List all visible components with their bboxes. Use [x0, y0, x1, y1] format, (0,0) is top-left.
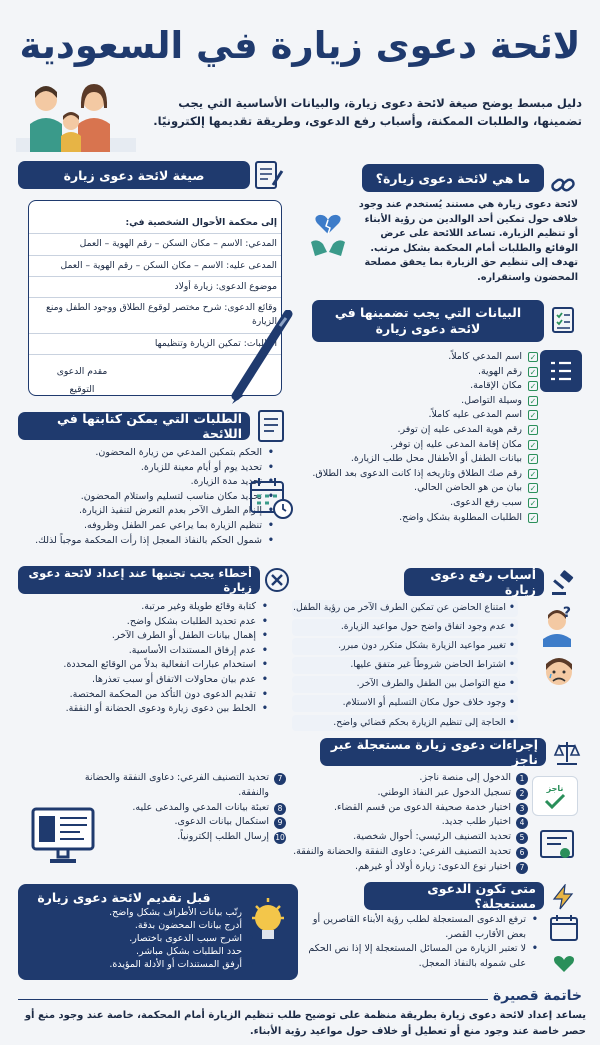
pen-icon [226, 310, 296, 408]
heart-hands-icon [309, 212, 347, 258]
list-item: • أدرج بيانات المحضون بدقة. [34, 919, 254, 932]
conclusion-heading: خاتمة قصيرة [492, 988, 582, 1004]
list-item: • تنظيم الزيارة بما يراعي عمر الطفل وظروفه. [34, 519, 274, 534]
mistakes-heading: أخطاء يجب تجنبها عند إعداد لائحة دعوى زيارة [18, 566, 260, 594]
close-circle-icon [262, 565, 292, 595]
list-item: ✓ اسم المدعي كاملاً. [448, 351, 537, 362]
template-defendant: المدعى عليه: الاسم – مكان السكن – رقم الهوية – العمل [29, 256, 281, 277]
template-subject: موضوع الدعوى: زيارة أولاد [29, 277, 281, 298]
template-submitter: مقدم الدعوى [56, 366, 108, 378]
conclusion-text: يساعد إعداد لائحة دعوى زيارة بطريقة منظمة على توضيح طلب تنظيم الزيارة أمام المحكمة، خاصة عند وجود منع أو حصر خاصة عند وجود منع أو تعطيل أو خلاف حول مواعيد رؤية الأبناء. [24, 1010, 586, 1037]
gavel-icon [548, 568, 578, 598]
step-item: 9 استكمال بيانات الدعوى. [66, 815, 286, 830]
step-item: 3 اختيار خدمة صحيفة الدعوى من قسم القضاء. [306, 801, 528, 816]
template-court: إلى محكمة الأحوال الشخصية في: [29, 213, 281, 234]
list-item: ✓ مكان إقامة المدعى عليه إن توفر. [390, 438, 537, 450]
list-item: • حدد الطلبات بشكل مباشر. [34, 945, 254, 958]
template-heading: صيغة لائحة دعوى زيارة [18, 161, 250, 189]
list-item: • رتّب بيانات الأطراف بشكل واضح. [34, 906, 254, 919]
list-item: • الحاجة إلى تنظيم الزيارة بحكم قضائي واضح. [292, 715, 518, 732]
list-item: • شمول الحكم بالنفاذ المعجل إذا رأت المحكمة موجباً لذلك. [34, 534, 274, 549]
lightbulb-icon [248, 896, 288, 954]
svg-text:?: ? [562, 605, 571, 621]
calendar-clock-icon [248, 476, 294, 520]
list-item: • الحكم بتمكين المدعي من زيارة المحضون. [34, 446, 274, 461]
list-item: ✓ رقم صك الطلاق وتاريخه إذا كانت الدعوى بعد الطلاق. [312, 467, 537, 479]
list-item: • عدم وجود اتفاق واضح حول مواعيد الزيارة. [292, 619, 518, 636]
list-item: ✓ مكان الإقامة. [470, 380, 537, 392]
scales-icon [552, 738, 582, 768]
data-required-list [308, 350, 538, 525]
najiz-steps-list [293, 771, 528, 875]
list-item: • إلزام الطرف الآخر بعدم التعرض لتنفيذ الزيارة. [34, 504, 274, 519]
reasons-list [292, 600, 518, 734]
document-pen-icon [252, 158, 286, 192]
list-item: ✓ الطلبات المطلوبة بشكل واضح. [399, 511, 537, 523]
list-item: • تقديم الدعوى دون التأكد من المحكمة المختصة. [28, 688, 268, 703]
list-item: ✓ سبب رفع الدعوى. [450, 496, 537, 508]
list-item: • اشرح سبب الدعوى باختصار. [34, 932, 254, 945]
list-icon [540, 350, 582, 392]
list-item: • استخدام عبارات انفعالية بدلاً من الوقائع المحددة. [28, 658, 268, 673]
urgent-heading: متى تكون الدعوى مستعجلة؟ [364, 882, 544, 910]
najiz-logo [532, 776, 578, 816]
list-item: • إهمال بيانات الطفل أو الطرف الآخر. [28, 629, 268, 644]
list-item: ✓ وسيلة التواصل. [461, 394, 537, 406]
divider [18, 999, 488, 1000]
certificate-icon [538, 826, 576, 864]
list-item: • اشتراط الحاضن شروطاً غير متفق عليها. [292, 657, 518, 674]
data-required-heading: البيانات التي يجب تضمينها في لائحة دعوى زيارة [312, 300, 544, 342]
step-item: 7 تحديد التصنيف الفرعي: دعاوى النفقة والحضانة والنفقة. [66, 771, 286, 801]
list-item: • تغيير مواعيد الزيارة بشكل متكرر دون مبرر. [292, 638, 518, 655]
step-item: 4 اختيار طلب جديد. [306, 815, 528, 830]
list-item: • تحديد يوم أو أيام معينة للزيارة. [34, 461, 274, 476]
step-item: 5 تحديد التصنيف الرئيسي: أحوال شخصية. [306, 830, 528, 845]
checklist-icon [548, 305, 578, 335]
document-list-icon [254, 408, 288, 444]
lightning-icon [548, 882, 578, 912]
list-item: • عدم بيان محاولات الاتفاق أو سبب تعذرها. [28, 673, 268, 688]
template-plaintiff: المدعي: الاسم – مكان السكن – رقم الهوية – العمل [29, 234, 281, 255]
list-item: ✓ رقم هوية المدعى عليه إن توفر. [397, 423, 537, 435]
page-title: لائحة دعوى زيارة في السعودية [19, 24, 581, 67]
upset-child-icon [537, 652, 581, 696]
list-item: • ترفع الدعوى المستعجلة لطلب رؤية الأبناء القاصرين أو بعض الأقارب القصر. [306, 913, 538, 942]
list-item: • لا تعتبر الزيارة من المسائل المستعجلة إلا إذا نص الحكم على شموله بالنفاذ المعجل. [306, 942, 538, 971]
najiz-steps-list-continued [66, 771, 286, 845]
before-submit-list [34, 906, 254, 971]
list-item: • امتناع الحاضن عن تمكين الطرف الآخر من رؤية الطفل. [292, 600, 518, 617]
list-item: • كتابة وقائع طويلة وغير مرتبة. [28, 600, 268, 615]
confused-person-icon [537, 603, 581, 647]
intro-text: دليل مبسط يوضح صيغة لائحة دعوى زيارة، والبيانات الأساسية التي يجب تضمينها، والطلبات الممكنة، وأسباب رفع الدعوى، وطريقة تقديمها إلكترونيًا. [153, 96, 582, 128]
list-item: • عدم تحديد الطلبات بشكل واضح. [28, 615, 268, 630]
list-item: • تحديد مكان مناسب لتسليم واستلام المحضون. [34, 490, 274, 505]
list-item: • تحديد مدة الزيارة. [34, 475, 274, 490]
requests-heading: الطلبات التي يمكن كتابتها في اللائحة [18, 412, 250, 440]
list-item: ✓ بيان من هو الحاضن الحالي. [414, 482, 537, 494]
step-item: 2 تسجيل الدخول عبر النفاذ الوطني. [306, 786, 528, 801]
list-item: • وجود خلاف حول مكان التسليم أو الاستلام. [292, 695, 518, 712]
list-item: ✓ رقم الهوية. [477, 365, 537, 377]
what-is-heading: ما هي لائحة دعوى زيارة؟ [362, 164, 544, 192]
step-item: 6 تحديد التصنيف الفرعي: دعاوى النفقة والحضانة والنفقة. [306, 845, 528, 860]
najiz-logo-text: ناجز [546, 783, 564, 793]
step-item: 10 إرسال الطلب إلكترونياً. [177, 831, 285, 843]
list-item: • عدم إرفاق المستندات الأساسية. [28, 644, 268, 659]
step-item: 8 تعبئة بيانات المدعي والمدعى عليه. [66, 801, 286, 816]
chain-link-icon [548, 170, 578, 200]
step-item: 7 اختيار نوع الدعوى: زيارة أولاد أو غيرهم. [306, 860, 528, 875]
list-item: • أرفق المستندات أو الأدلة المؤيدة. [34, 958, 254, 971]
template-facts: وقائع الدعوى: شرح مختصر لوقوع الطلاق ووجود الطفل ومنع الزيارة [29, 298, 281, 334]
before-submit-heading: قبل تقديم لائحة دعوى زيارة [37, 890, 211, 905]
template-requests: الطلبات: تمكين الزيارة وتنظيمها [29, 334, 281, 355]
mistakes-list [28, 600, 268, 717]
list-item: ✓ بيانات الطفل أو الأطفال محل طلب الزيارة. [350, 453, 537, 465]
list-item: • الخلط بين دعوى زيارة ودعوى الحضانة أو النفقة. [28, 702, 268, 717]
computer-form-icon [30, 806, 96, 868]
reasons-heading: أسباب رفع دعوى زيارة [404, 568, 544, 596]
step-item: 1 الدخول إلى منصة ناجز. [306, 771, 528, 786]
list-item: • منع التواصل بين الطفل والطرف الآخر. [292, 676, 518, 693]
template-signature: التوقيع [69, 384, 95, 396]
family-illustration [16, 78, 136, 152]
calendar-heart-icon [548, 914, 580, 978]
list-item: ✓ اسم المدعى عليه كاملاً. [428, 409, 537, 421]
urgent-list [306, 913, 538, 971]
what-is-text: لائحة دعوى زيارة هي مستند يُستخدم عند وجود خلاف حول تمكين أحد الوالدين من رؤية الأبناء أو تنظيم الزيارة. تساعد اللائحة على عرض الوقائع والطلبات أمام المحكمة بشكل مرتب. تهدف إلى تنظيم حق الزيارة بما يحقق مصلحة المحضون واستقراره. [358, 199, 578, 283]
requests-list [34, 446, 274, 548]
najiz-heading: إجراءات دعوى زيارة مستعجلة عبر ناجز [320, 738, 546, 766]
